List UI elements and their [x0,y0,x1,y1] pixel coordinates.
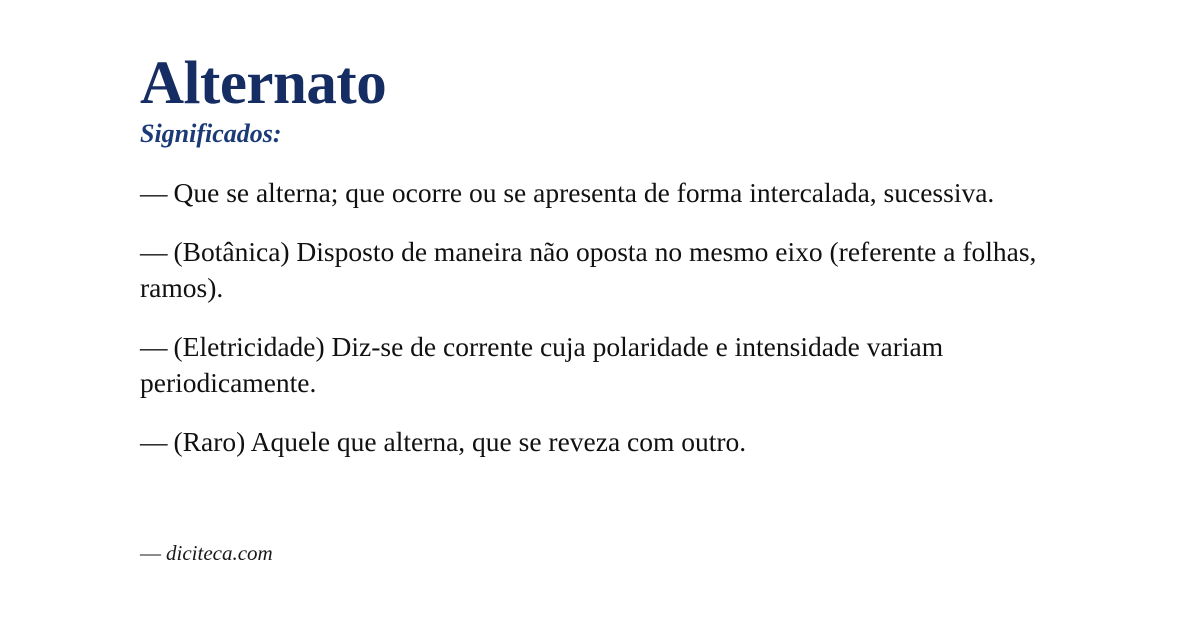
list-item [140,329,1060,402]
meaning-text: (Eletricidade) Diz-se de corrente cuja polaridade e intensidade variam periodicamente. [140,330,944,399]
source-attribution [140,541,273,566]
bullet-dash: — [140,177,168,209]
source-dash: — [140,541,161,565]
bullet-dash: — [140,330,168,362]
list-item [140,234,1060,307]
meaning-text: (Raro) Aquele que alterna, que se reveza com outro. [173,426,747,458]
meaning-text: Que se alterna; que ocorre ou se apresenta de forma intercalada, sucessiva. [173,177,995,209]
list-item [140,424,1060,461]
list-item [140,175,1060,212]
meanings-heading: Significados: [140,119,282,149]
bullet-dash: — [140,235,168,267]
bullet-dash: — [140,426,168,458]
source-label: diciteca.com [166,541,273,565]
page-title: Alternato [140,50,387,117]
meanings-list [140,175,1060,460]
meaning-text: (Botânica) Disposto de maneira não oposta no mesmo eixo (referente a folhas, ramos). [140,235,1037,304]
